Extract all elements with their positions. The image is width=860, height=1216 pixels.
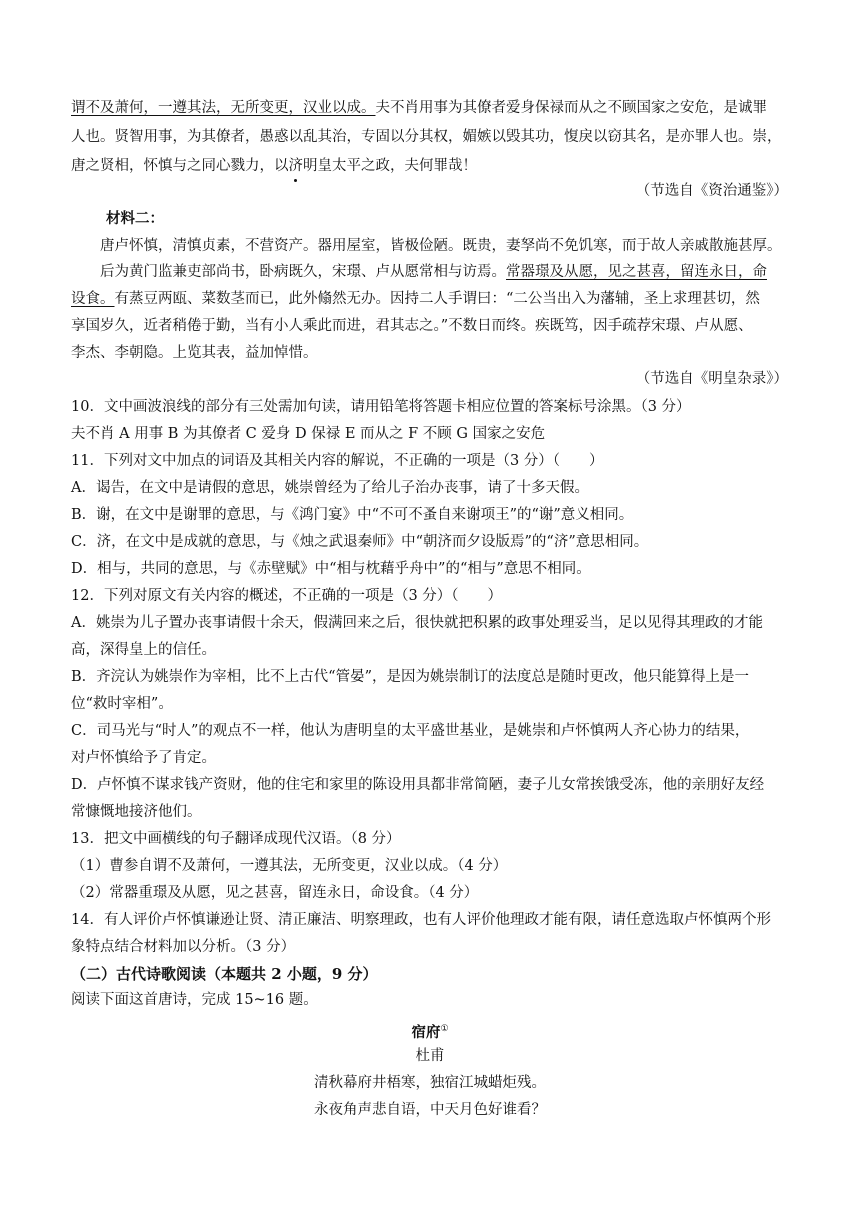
poem-author: 杜甫: [415, 1048, 445, 1064]
poem-title: 宿府①: [411, 1023, 449, 1041]
q12-option-b-cont: 位“救时宰相”。: [71, 696, 173, 712]
footnote-marker: ①: [440, 1024, 449, 1034]
underlined-sentence: 设食。: [71, 291, 115, 307]
q11-option-a: A．谒告，在文中是请假的意思，姚崇曾经为了给儿子治办丧事，请了十多天假。: [71, 480, 589, 496]
q13-sentence-1: （1）曹参自谓不及萧何，一遵其法，无所变更，汉业以成。（4 分）: [71, 858, 508, 874]
source-note: （节选自《明皇杂录》）: [635, 371, 788, 387]
poem-line: 清秋幕府井梧寒，独宿江城蜡炬残。: [314, 1075, 546, 1091]
question-13: 13．把文中画横线的句子翻译成现代汉语。（8 分）: [71, 831, 401, 847]
question-10: 10．文中画波浪线的部分有三处需加句读，请用铅笔将答题卡相应位置的答案标号涂黑。（3 分）: [71, 399, 691, 415]
question-11: 11．下列对文中加点的词语及其相关内容的解说，不正确的一项是（3 分）（ ）: [71, 453, 604, 469]
underlined-sentence: 常器璟及从愿，见之甚喜，留连永日，命: [506, 264, 767, 280]
q13-sentence-2: （2）常器重璟及从愿，见之甚喜，留连永日，命设食。（4 分）: [71, 885, 479, 901]
q12-option-c-cont: 对卢怀慎给予了肯定。: [71, 750, 216, 766]
passage-line: 后为黄门监兼吏部尚书，卧病既久，宋璟、卢从愿常相与访焉。常器璟及从愿，见之甚喜，留连永日，命: [100, 264, 767, 280]
q12-option-c: C．司马光与“时人”的观点不一样，他认为唐明皇的太平盛世基业，是姚崇和卢怀慎两人齐心协力的结果，: [71, 723, 750, 739]
q11-option-d: D．相与，共同的意思，与《赤壁赋》中“相与枕藉乎舟中”的“相与”意思不相同。: [71, 561, 591, 577]
q12-option-d: D．卢怀慎不谋求钱产资财，他的住宅和家里的陈设用具都非常简陋，妻子儿女常挨饿受冻，他的亲朋好友经: [71, 777, 765, 793]
passage-line: 设食。有蒸豆两瓯、菜数茎而已，此外翛然无办。因持二人手谓曰：“二公当出入为藩辅，圣上求理甚切，然: [71, 291, 760, 307]
underlined-sentence: 谓不及萧何，一遵其法，无所变更，汉业以成。: [71, 100, 376, 116]
q11-option-c: C．济，在文中是成就的意思，与《烛之武退秦师》中“朝济而夕设版焉”的“济”意思相同。: [71, 534, 649, 550]
q12-option-a-cont: 高，深得皇上的信任。: [71, 642, 216, 658]
passage-line: 唐卢怀慎，清慎贞素，不营资产。器用屋室，皆极俭陋。既贵，妻孥尚不免饥寒，而于故人亲戚散施甚厚。: [100, 238, 782, 254]
passage-line: 人也。贤智用事，为其僚者，愚惑以乱其治，专固以分其权，媚嫉以毁其功，愎戾以窃其名，是亦罪人也。崇，: [71, 129, 782, 145]
question-12: 12．下列对原文有关内容的概述，不正确的一项是（3 分）（ ）: [71, 588, 503, 604]
section-intro: 阅读下面这首唐诗，完成 15~16 题。: [71, 992, 318, 1008]
q12-option-a: A．姚崇为儿子置办丧事请假十余天，假满回来之后，很快就把积累的政事处理妥当，足以见得其理政的才能: [71, 615, 763, 631]
passage-line: 享国岁久，近者稍倦于勤，当有小人乘此而进，君其志之。”不数日而终。疾既笃，因手疏荐宋璟、卢从愿、: [71, 318, 753, 334]
dotted-word: 济: [288, 158, 303, 174]
source-note: （节选自《资治通鉴》）: [635, 183, 788, 199]
poem-line: 永夜角声悲自语，中天月色好谁看？: [314, 1102, 546, 1118]
passage-line: 李杰、李朝隐。上览其表，益加悼惜。: [71, 345, 318, 361]
passage-line: 唐之贤相，怀慎与之同心戮力，以济明皇太平之政，夫何罪哉！: [71, 158, 477, 174]
q12-option-d-cont: 常慷慨地接济他们。: [71, 804, 202, 820]
passage-line: 谓不及萧何，一遵其法，无所变更，汉业以成。夫不肖用事为其僚者爱身保禄而从之不顾国家之安危，是诚罪: [71, 100, 767, 116]
q11-option-b: B．谢，在文中是谢罪的意思，与《鸿门宴》中“不可不蚤自来谢项王”的“谢”意义相同。: [71, 507, 634, 523]
q12-option-b: B．齐浣认为姚崇作为宰相，比不上古代“管晏”，是因为姚崇制订的法度总是随时更改，他只能算得上是一: [71, 669, 749, 685]
section-heading: （二）古代诗歌阅读（本题共 2 小题，9 分）: [71, 965, 378, 983]
question-14: 14．有人评价卢怀慎谦逊让贤、清正廉洁、明察理政，也有人评价他理政才能有限，请任意选取卢怀慎两个形: [71, 912, 771, 928]
material-heading: 材料二：: [106, 210, 164, 227]
q10-line: 夫不肖 A 用事 B 为其僚者 C 爱身 D 保禄 E 而从之 F 不顾 G 国家之安危: [71, 426, 546, 442]
question-14-cont: 象特点结合材料加以分析。（3 分）: [71, 939, 296, 955]
